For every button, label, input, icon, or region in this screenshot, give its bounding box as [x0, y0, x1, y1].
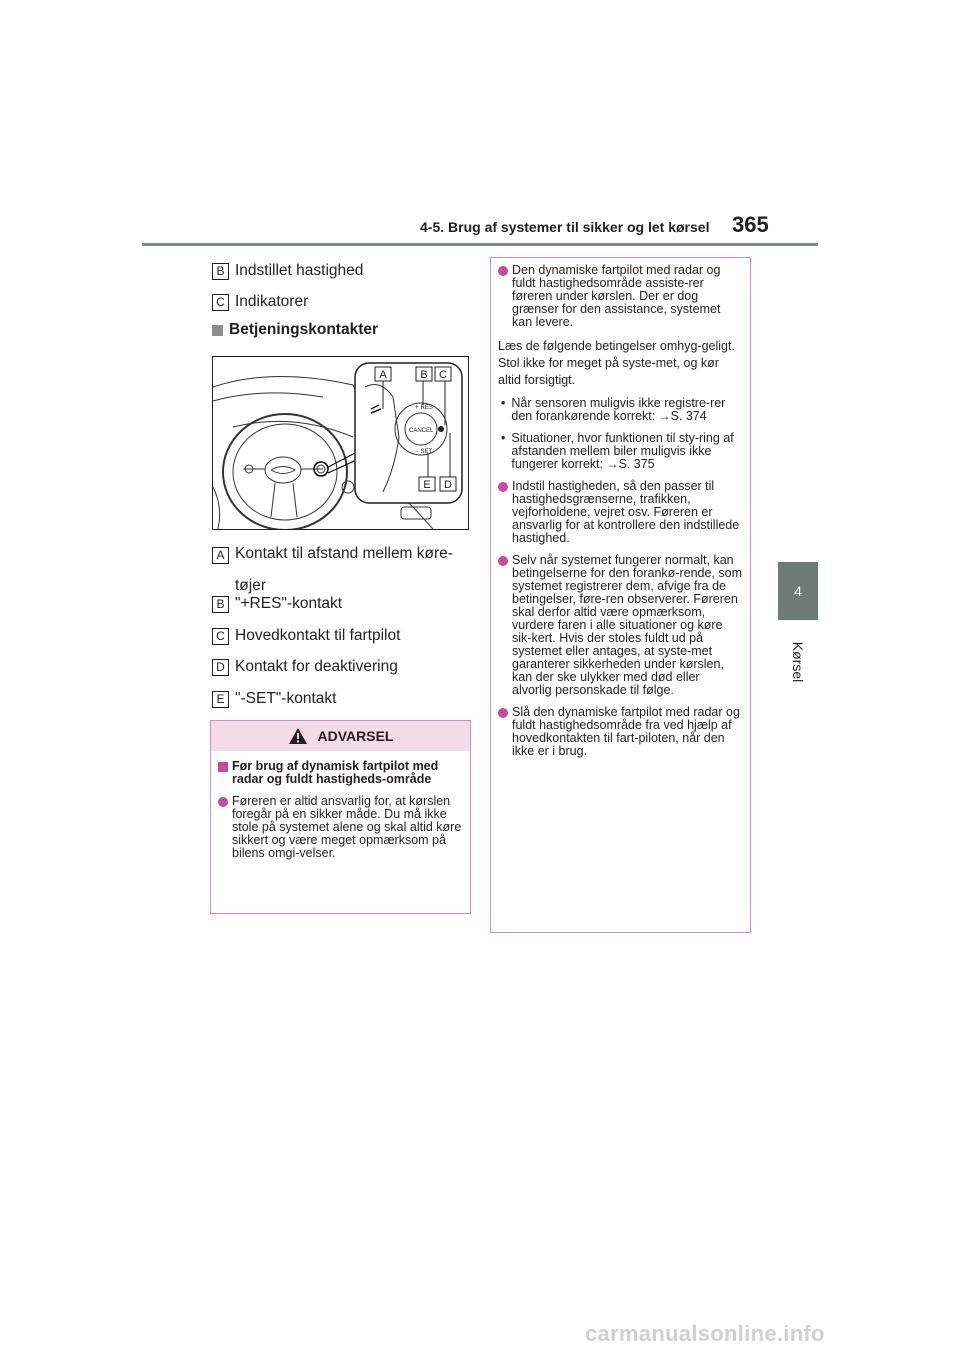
page-ref-link[interactable]: S. 375 [618, 457, 655, 471]
warning-header [211, 721, 470, 751]
steering-switch-illustration [213, 357, 468, 529]
callout-d: D [444, 479, 452, 491]
chapter-number: 4 [794, 583, 802, 599]
legend-item-c: C Hovedkontakt til fartpilot [212, 627, 400, 645]
section-heading: Betjeningskontakter [212, 321, 378, 339]
info-paragraph-3: Indstil hastigheden, så den passer til hastighedsgrænserne, trafikken, vejforholdene, vejret osv. Føreren er ansvarlig for at kontrollere den indstillede hastighed. [498, 480, 742, 545]
page-ref-link[interactable]: S. 374 [670, 409, 707, 423]
bullet-dot-icon [218, 797, 228, 807]
legend-item-c-top: C Indikatorer [212, 293, 308, 311]
legend-item-d: D Kontakt for deaktivering [212, 658, 398, 676]
legend-item-e: E "-SET"-kontakt [212, 690, 336, 708]
section-title: 4-5. Brug af systemer til sikker og let kørsel [420, 219, 710, 235]
warning-heading: Før brug af dynamisk fartpilot med radar og fuldt hastigheds-område [218, 760, 463, 786]
info-paragraph-5: Slå den dynamiske fartpilot med radar og fuldt hastighedsområde fra ved hjælp af hovedkontakten til fart-piloten, når den ikke er i brug. [498, 706, 742, 758]
cruise-main-icon [438, 426, 444, 432]
heading-square-icon [212, 325, 223, 336]
header-rule [142, 243, 818, 246]
callout-e: E [423, 479, 431, 491]
callout-c: C [439, 369, 447, 381]
set-button-label: − SET [415, 449, 433, 455]
info-paragraph-1: Den dynamiske fartpilot med radar og fuldt hastighedsområde assiste-rer føreren under kørslen. Der er dog grænser for den assistance, systemet kan levere. [498, 264, 742, 329]
warning-triangle-icon [288, 727, 308, 745]
info-paragraph-2: Læs de følgende betingelser omhyg-geligt. Stol ikke for meget på syste-met, og kør altid forsigtigt. [498, 339, 735, 387]
res-button-label: + RES [415, 405, 433, 411]
info-paragraph-4: Selv når systemet fungerer normalt, kan betingelserne for den forankø-rende, som systemet registrerer dem, afvige fra de betingelser, føre-ren observerer. Føreren skal derfor altid være opmærksom, vurdere faren i alle situationer og køre sik-kert. Hvis der stoles fuldt ud på systemet eller antages, at syste-met garanterer sikkerheden under kørslen, kan der ske ulykker med død eller alvorlig personskade til følge. [498, 554, 742, 697]
chapter-label: Kørsel [790, 641, 806, 683]
steering-wheel-figure [212, 356, 469, 530]
info-sub-bullet-2: • Situationer, hvor funktionen til sty-ring af afstanden mellem biler muligvis ikke fungerer korrekt: →S. 375 [501, 431, 734, 471]
info-sub-bullet-1: • Når sensoren muligvis ikke registre-rer den forankørende korrekt: →S. 374 [501, 396, 726, 423]
legend-item-a: A Kontakt til afstand mellem køre- tøjer [212, 546, 453, 602]
callout-letter: B [212, 263, 229, 280]
watermark: carmanualsonline.info [585, 1321, 825, 1346]
warning-bullet: Føreren er altid ansvarlig for, at kørslen foregår på en sikker måde. Du må ikke stole på systemet alene og skal altid køre sikkert og være meget opmærksom på bilens omgi-velser. [218, 795, 463, 860]
legend-item-b: B "+RES"-kontakt [212, 595, 342, 613]
warning-box [210, 720, 471, 914]
chapter-tab[interactable] [778, 562, 818, 620]
cancel-button-label: CANCEL [409, 428, 434, 434]
callout-letter: C [212, 294, 229, 311]
warning-title: ADVARSEL [317, 728, 394, 744]
heading-square-icon [218, 762, 228, 772]
callout-b: B [420, 369, 428, 381]
callout-a: A [379, 369, 387, 381]
legend-item-b-top: B Indstillet hastighed [212, 262, 363, 280]
page-number: 365 [732, 212, 769, 237]
info-box [490, 257, 751, 933]
